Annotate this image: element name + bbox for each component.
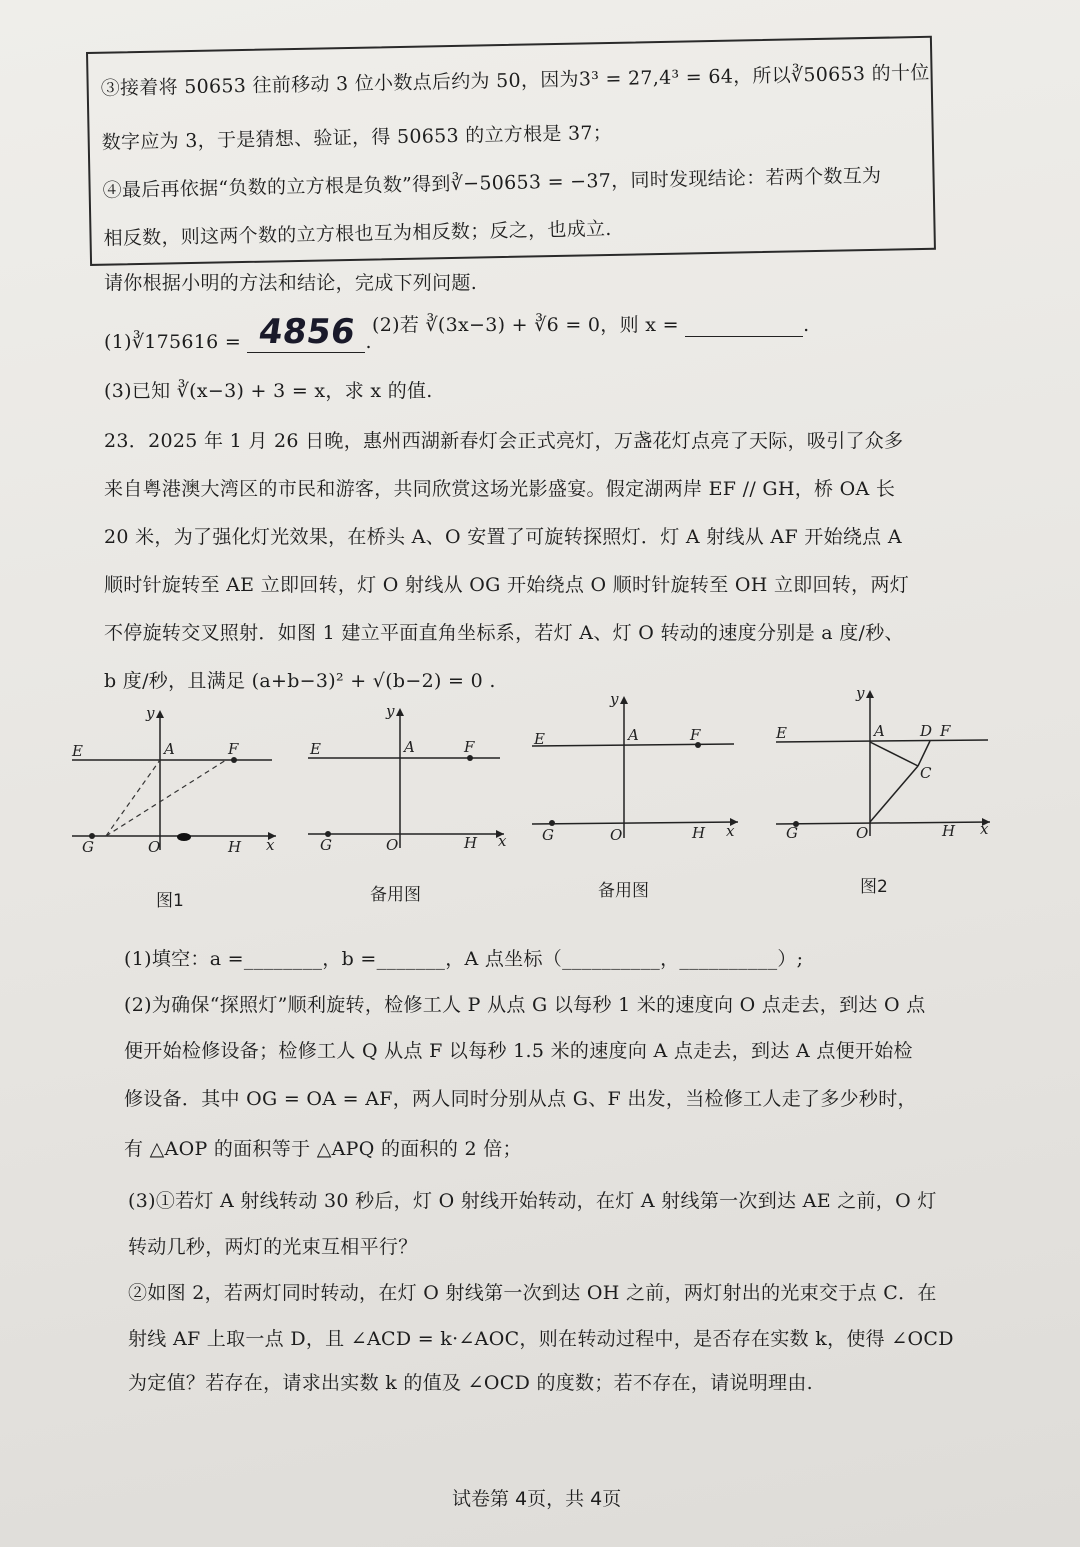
svg-text:A: A — [628, 726, 639, 744]
svg-text:G: G — [786, 824, 798, 842]
q23-line-3: 20 米，为了强化灯光效果，在桥头 A、O 安置了可旋转探照灯．灯 A 射线从 AF 开始绕点 A — [104, 526, 902, 548]
sub-q3-line-4: 射线 AF 上取一点 D，且 ∠ACD = k·∠AOC，则在转动过程中，是否存在实数 k，使得 ∠OCD — [128, 1328, 954, 1350]
sub-q2-line-4: 有 △AOP 的面积等于 △APQ 的面积的 2 倍； — [124, 1138, 522, 1160]
figure-1-caption: 图1 — [156, 891, 184, 911]
sub-q2-line-1: (2)为确保“探照灯”顺利旋转，检修工人 P 从点 G 以每秒 1 米的速度向 O 点走去，到达 O 点 — [124, 994, 926, 1016]
page-footer: 试卷第 4页，共 4页 — [452, 1488, 622, 1510]
svg-text:G: G — [82, 838, 94, 856]
spare-figure-1 — [304, 700, 514, 860]
svg-text:H: H — [692, 824, 706, 842]
svg-text:O: O — [856, 824, 869, 842]
svg-text:F: F — [464, 738, 475, 756]
svg-text:y: y — [386, 702, 395, 720]
svg-text:F: F — [940, 722, 951, 740]
q22-part2-blank — [685, 314, 803, 337]
q23-line-4: 顺时针旋转至 AE 立即回转，灯 O 射线从 OG 开始绕点 O 顺时针旋转至 OH 立即回转，两灯 — [104, 574, 910, 596]
svg-text:y: y — [856, 684, 865, 702]
svg-text:G: G — [542, 826, 554, 844]
svg-text:G: G — [320, 836, 332, 854]
svg-text:x: x — [726, 822, 735, 840]
figure-2-diagram — [770, 684, 994, 848]
spare-figure-2 — [528, 690, 748, 850]
q22-part1-blank — [247, 312, 365, 353]
svg-text:O: O — [386, 836, 399, 854]
svg-text:A: A — [874, 722, 885, 740]
svg-text:E: E — [310, 740, 321, 758]
svg-text:E: E — [534, 730, 545, 748]
svg-text:A: A — [164, 740, 175, 758]
q23-line-5: 不停旋转交叉照射．如图 1 建立平面直角坐标系，若灯 A、灯 O 转动的速度分别是 a 度/秒、 — [104, 622, 904, 644]
svg-text:F: F — [228, 740, 239, 758]
q22-part2: (2)若 ∛(3x−3) + ∛6 = 0，则 x = . — [372, 314, 810, 336]
q22-part2-text: (2)若 ∛(3x−3) + ∛6 = 0，则 x = — [372, 314, 679, 336]
svg-text:x: x — [266, 836, 275, 854]
method-box — [86, 36, 936, 266]
svg-text:x: x — [980, 820, 989, 838]
q22-part1: (1)∛175616 = 4856 . — [104, 312, 372, 353]
spare-figure-2-caption: 备用图 — [598, 881, 649, 901]
sub-q1: (1)填空：a =________，b =_______，A 点坐标（__________，__________）; — [124, 948, 804, 970]
box-line-2: 数字应为 3，于是猜想、验证，得 50653 的立方根是 37； — [101, 121, 613, 154]
sub-q3-line-3: ②如图 2，若两灯同时转动，在灯 O 射线第一次到达 OH 之前，两灯射出的光束交于点 C．在 — [128, 1282, 937, 1304]
svg-text:D: D — [920, 722, 933, 740]
svg-text:H: H — [228, 838, 242, 856]
sub-q2-line-2: 便开始检修设备；检修工人 Q 从点 F 以每秒 1.5 米的速度向 A 点走去，到达 A 点便开始检 — [124, 1040, 913, 1062]
svg-text:y: y — [146, 704, 155, 722]
sub-q2-line-3: 修设备．其中 OG = OA = AF，两人同时分别从点 G、F 出发，当检修工人走了多少秒时， — [124, 1088, 917, 1110]
svg-text:E: E — [776, 724, 787, 742]
svg-text:A: A — [404, 738, 415, 756]
box-line-3: ④最后再依据“负数的立方根是负数”得到∛−50653 = −37，同时发现结论：若两个数互为 — [102, 164, 882, 202]
handwritten-answer: 4856 — [255, 312, 358, 352]
q22-part3: (3)已知 ∛(x−3) + 3 = x，求 x 的值. — [104, 380, 433, 402]
svg-text:C: C — [920, 764, 932, 782]
box-line-1: ③接着将 50653 往前移动 3 位小数点后约为 50，因为3³ = 27,4³ = 64，所以∛50653 的十位 — [100, 61, 930, 100]
box-line-4: 相反数，则这两个数的立方根也互为相反数；反之，也成立. — [103, 217, 612, 250]
svg-text:F: F — [690, 726, 701, 744]
sub-q3-line-5: 为定值？若存在，请求出实数 k 的值及 ∠OCD 的度数；若不存在，请说明理由. — [128, 1372, 813, 1394]
svg-text:H: H — [464, 834, 478, 852]
q22-intro: 请你根据小明的方法和结论，完成下列问题. — [104, 272, 478, 294]
svg-text:y: y — [610, 690, 619, 708]
figure-1-diagram — [66, 700, 286, 860]
sub-q3-line-1: (3)①若灯 A 射线转动 30 秒后，灯 O 射线开始转动，在灯 A 射线第一次到达 AE 之前，O 灯 — [128, 1190, 937, 1212]
svg-text:O: O — [610, 826, 623, 844]
svg-text:E: E — [72, 742, 83, 760]
q23-line-1: 23．2025 年 1 月 26 日晚，惠州西湖新春灯会正式亮灯，万盏花灯点亮了天际，吸引了众多 — [104, 430, 904, 452]
spare-figure-1-caption: 备用图 — [370, 885, 421, 905]
svg-text:O: O — [148, 838, 161, 856]
figure-2-caption: 图2 — [860, 877, 888, 897]
svg-text:x: x — [498, 832, 507, 850]
sub-q3-line-2: 转动几秒，两灯的光束互相平行？ — [128, 1236, 418, 1258]
q22-part1-prefix: (1)∛175616 = — [104, 331, 242, 353]
q23-line-6: b 度/秒，且满足 (a+b−3)² + √(b−2) = 0 . — [104, 670, 496, 692]
svg-text:H: H — [942, 822, 956, 840]
q23-line-2: 来自粤港澳大湾区的市民和游客，共同欣赏这场光影盛宴。假定湖两岸 EF // GH，桥 OA 长 — [104, 478, 896, 500]
